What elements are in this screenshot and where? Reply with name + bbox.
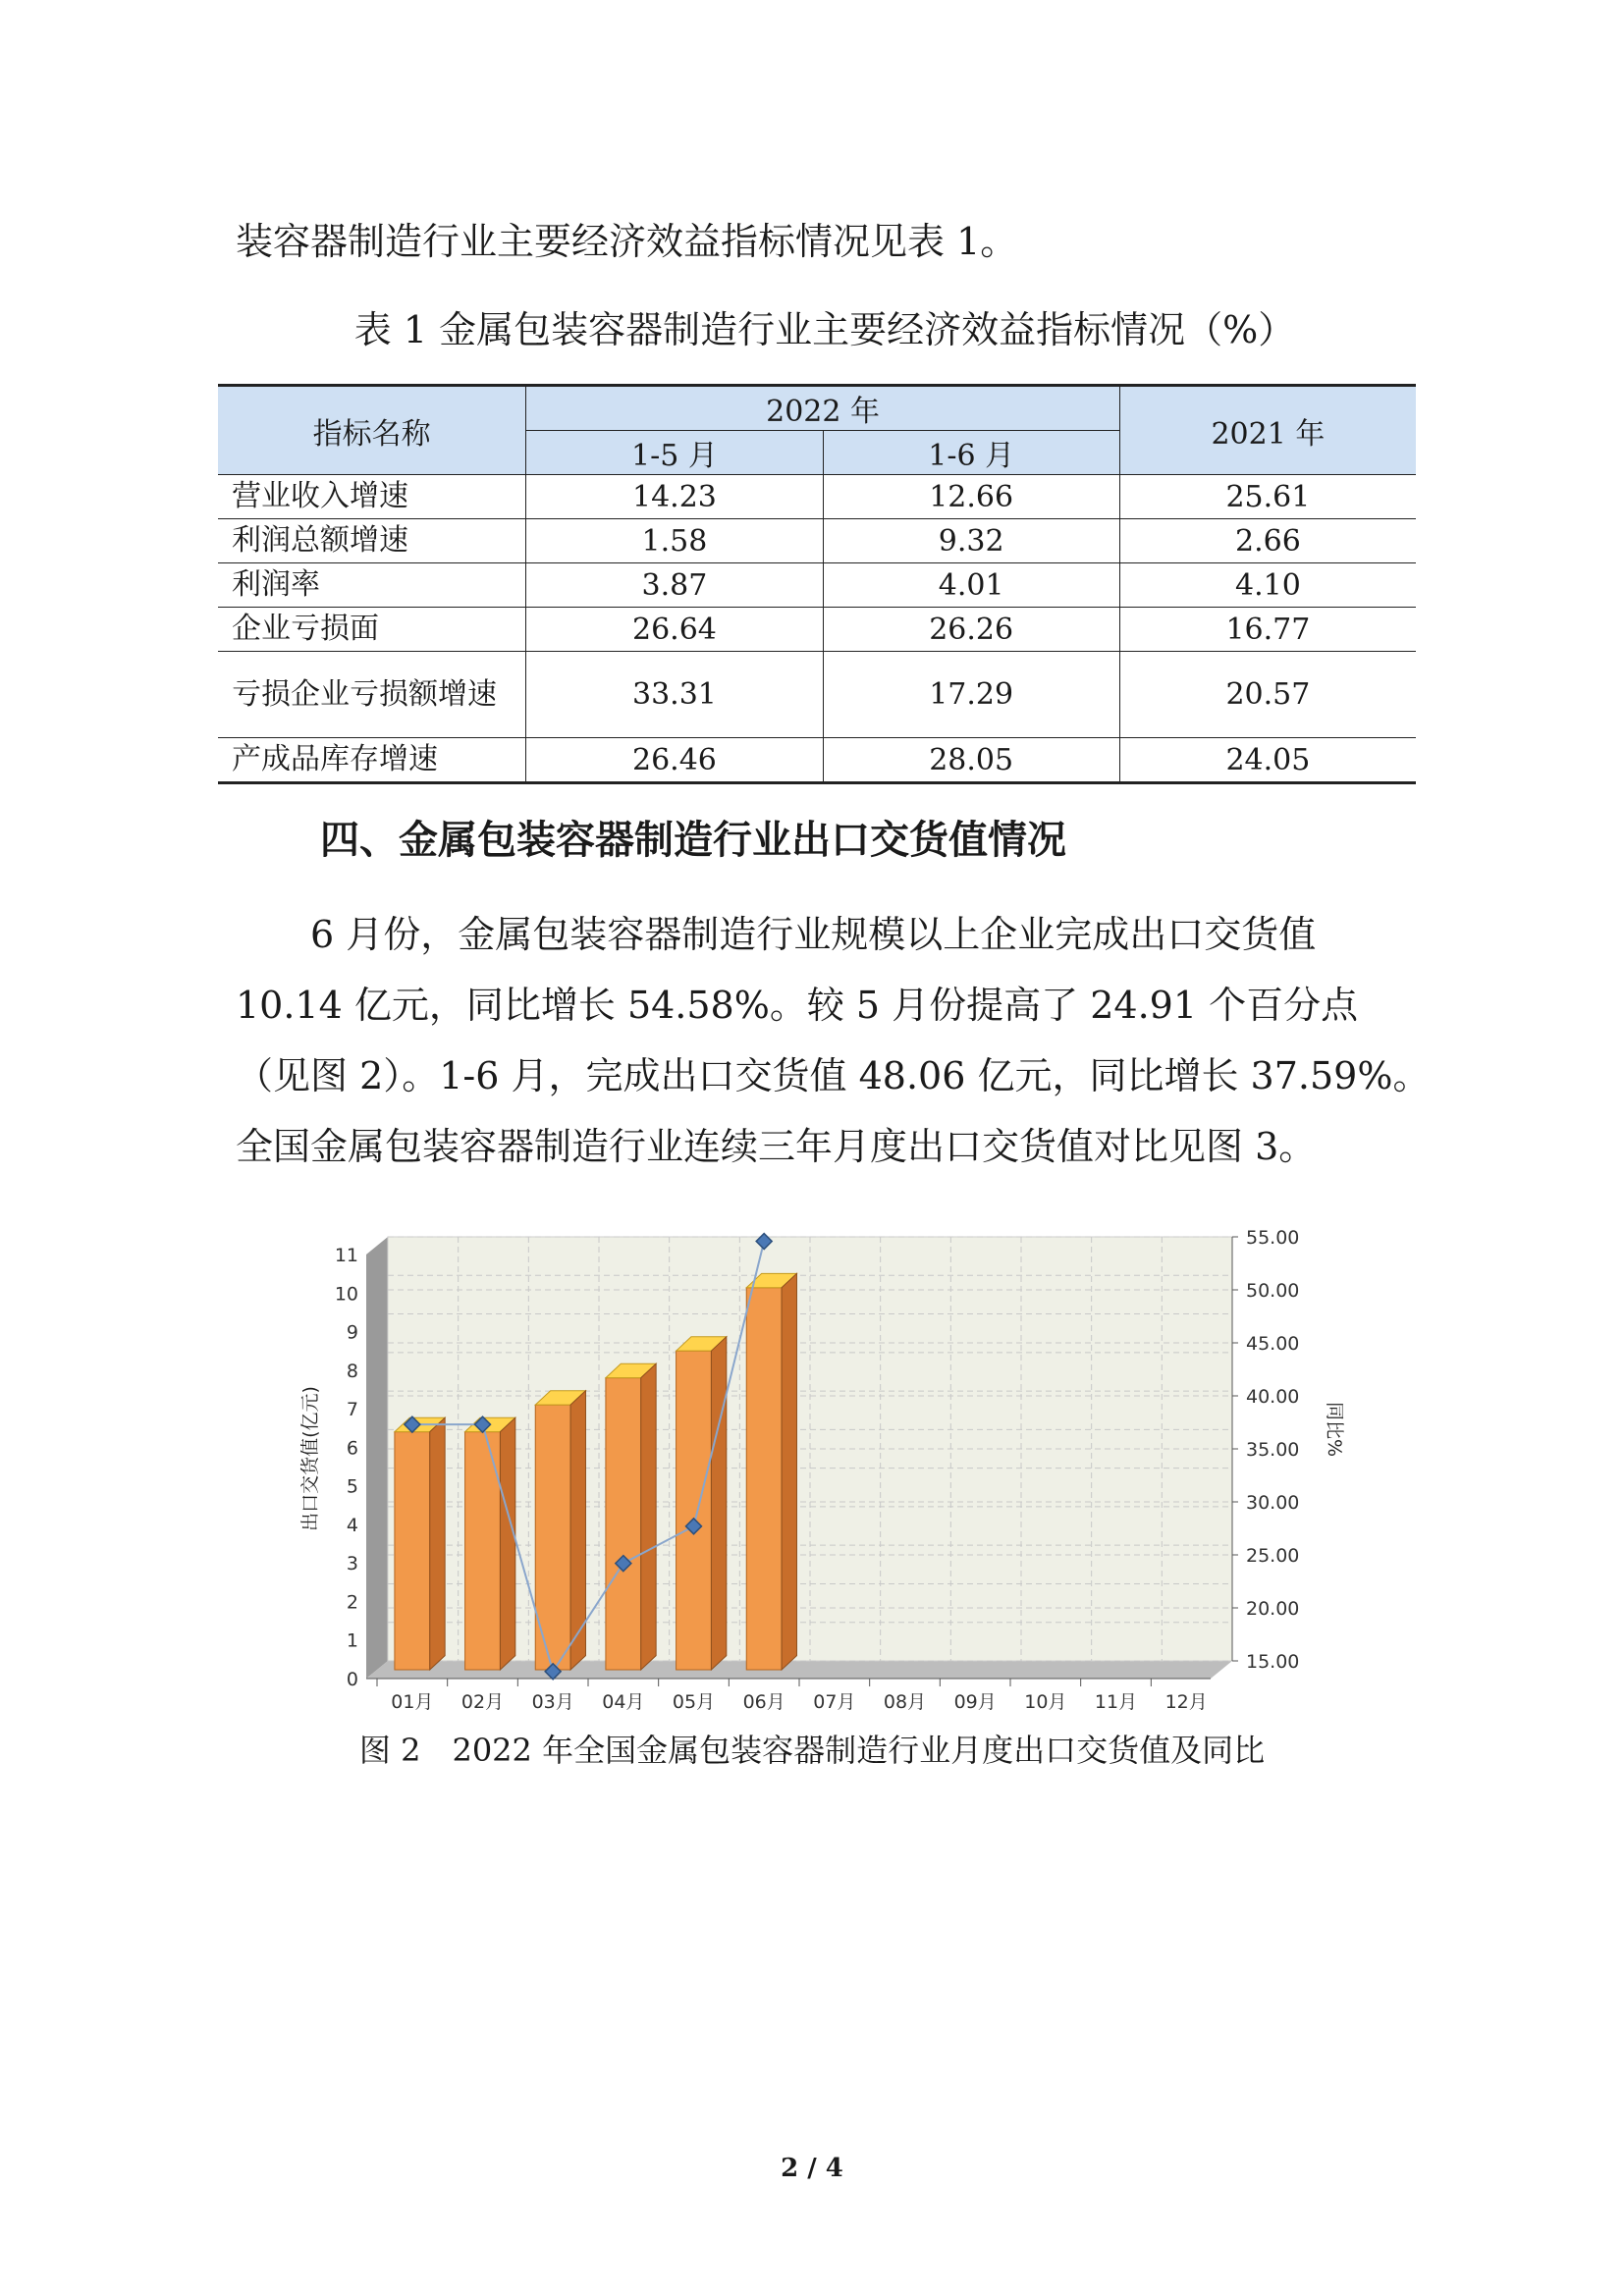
x-tick-label: 12月: [1164, 1691, 1208, 1713]
x-tick-label: 06月: [742, 1691, 785, 1713]
cell-1-5: 1.58: [526, 519, 823, 563]
y-tick-label: 8: [346, 1360, 358, 1382]
chart-bar-side: [430, 1417, 445, 1670]
cell-2021: 25.61: [1119, 475, 1416, 519]
export-line: 10.14 亿元，同比增长 54.58%。较 5 月份提高了 24.91 个百分点: [236, 984, 1359, 1027]
y-tick-label: 10: [334, 1283, 358, 1306]
cell-1-6: 28.05: [823, 738, 1119, 783]
cell-2021: 2.66: [1119, 519, 1416, 563]
table-row: [218, 475, 1416, 519]
y2-tick-label: 40.00: [1246, 1386, 1300, 1408]
y-axis-title: 出口交货值(亿元): [299, 1386, 321, 1531]
chart-bar: [677, 1351, 712, 1670]
export-line: （见图 2）。1-6 月，完成出口交货值 48.06 亿元，同比增长 37.59%。: [236, 1054, 1431, 1097]
row-name: 利润率: [218, 563, 526, 608]
y-tick-label: 11: [334, 1245, 358, 1266]
cell-2021: 20.57: [1119, 652, 1416, 738]
chart-bar: [395, 1432, 430, 1670]
export-chart-svg: [295, 1217, 1345, 1728]
y-tick-label: 4: [346, 1514, 358, 1536]
section-heading: 四、金属包装容器制造行业出口交货值情况: [320, 818, 1066, 863]
export-line: 全国金属包装容器制造行业连续三年月度出口交货值对比见图 3。: [236, 1125, 1317, 1168]
x-tick-label: 05月: [672, 1691, 716, 1713]
cell-1-6: 17.29: [823, 652, 1119, 738]
row-name: 企业亏损面: [218, 608, 526, 652]
header-2021: 2021 年: [1119, 386, 1416, 475]
cell-1-6: 12.66: [823, 475, 1119, 519]
x-tick-label: 02月: [460, 1691, 505, 1713]
cell-1-5: 26.64: [526, 608, 823, 652]
row-name: 亏损企业亏损额增速: [218, 652, 526, 738]
y2-tick-label: 15.00: [1246, 1651, 1300, 1673]
export-line: 6 月份，金属包装容器制造行业规模以上企业完成出口交货值: [310, 913, 1317, 956]
x-tick-label: 10月: [1024, 1691, 1067, 1713]
header-2022: 2022 年: [526, 386, 1119, 431]
cell-1-5: 26.46: [526, 738, 823, 783]
x-tick-label: 11月: [1094, 1691, 1138, 1713]
table-caption: 表 1 金属包装容器制造行业主要经济效益指标情况（%）: [353, 308, 1296, 351]
chart-bar-side: [711, 1337, 726, 1670]
figure-caption: 图 2 2022 年全国金属包装容器制造行业月度出口交货值及同比: [358, 1732, 1266, 1769]
chart-bar-side: [570, 1391, 585, 1670]
header-name: 指标名称: [218, 386, 526, 475]
chart-bar: [606, 1378, 641, 1670]
header-1-6: 1-6 月: [823, 431, 1119, 475]
x-tick-label: 01月: [391, 1691, 434, 1713]
metrics-table: [218, 384, 1416, 784]
export-chart: [295, 1217, 1345, 1728]
cell-2021: 16.77: [1119, 608, 1416, 652]
y2-tick-label: 25.00: [1246, 1545, 1300, 1567]
cell-2021: 24.05: [1119, 738, 1416, 783]
table-row: [218, 738, 1416, 783]
x-tick-label: 03月: [531, 1691, 574, 1713]
y2-tick-label: 20.00: [1246, 1598, 1300, 1620]
y-tick-label: 5: [346, 1475, 358, 1498]
cell-1-6: 4.01: [823, 563, 1119, 608]
y2-tick-label: 35.00: [1246, 1439, 1300, 1461]
y2-tick-label: 55.00: [1246, 1227, 1300, 1249]
chart-left-wall: [366, 1237, 388, 1679]
chart-bar: [746, 1288, 782, 1670]
y-tick-label: 2: [346, 1591, 358, 1614]
x-tick-label: 09月: [953, 1691, 997, 1713]
y-tick-label: 0: [346, 1669, 358, 1690]
chart-bar-side: [500, 1417, 514, 1670]
table-row: [218, 563, 1416, 608]
intro-text: 装容器制造行业主要经济效益指标情况见表 1。: [236, 220, 1018, 263]
row-name: 产成品库存增速: [218, 738, 526, 783]
cell-1-5: 3.87: [526, 563, 823, 608]
cell-1-5: 14.23: [526, 475, 823, 519]
table-row: [218, 652, 1416, 738]
chart-bar-side: [782, 1273, 796, 1670]
y-tick-label: 1: [346, 1629, 358, 1652]
y-tick-label: 9: [346, 1321, 358, 1344]
y2-tick-label: 45.00: [1246, 1333, 1300, 1355]
row-name: 营业收入增速: [218, 475, 526, 519]
x-tick-label: 04月: [602, 1691, 645, 1713]
table-row: [218, 608, 1416, 652]
table-row: [218, 519, 1416, 563]
row-name: 利润总额增速: [218, 519, 526, 563]
chart-bar-side: [641, 1363, 656, 1670]
y-tick-label: 3: [346, 1553, 358, 1575]
cell-2021: 4.10: [1119, 563, 1416, 608]
x-tick-label: 08月: [883, 1691, 927, 1713]
cell-1-6: 26.26: [823, 608, 1119, 652]
y2-axis-title: 同比%: [1324, 1401, 1345, 1458]
x-tick-label: 07月: [813, 1691, 856, 1713]
header-1-5: 1-5 月: [526, 431, 823, 475]
export-paragraph: [236, 899, 1431, 1182]
y2-tick-label: 50.00: [1246, 1280, 1300, 1302]
y2-tick-label: 30.00: [1246, 1492, 1300, 1514]
y-tick-label: 6: [346, 1437, 358, 1460]
cell-1-6: 9.32: [823, 519, 1119, 563]
cell-1-5: 33.31: [526, 652, 823, 738]
y-tick-label: 7: [346, 1399, 358, 1421]
page-number: 2 / 4: [781, 2154, 843, 2183]
